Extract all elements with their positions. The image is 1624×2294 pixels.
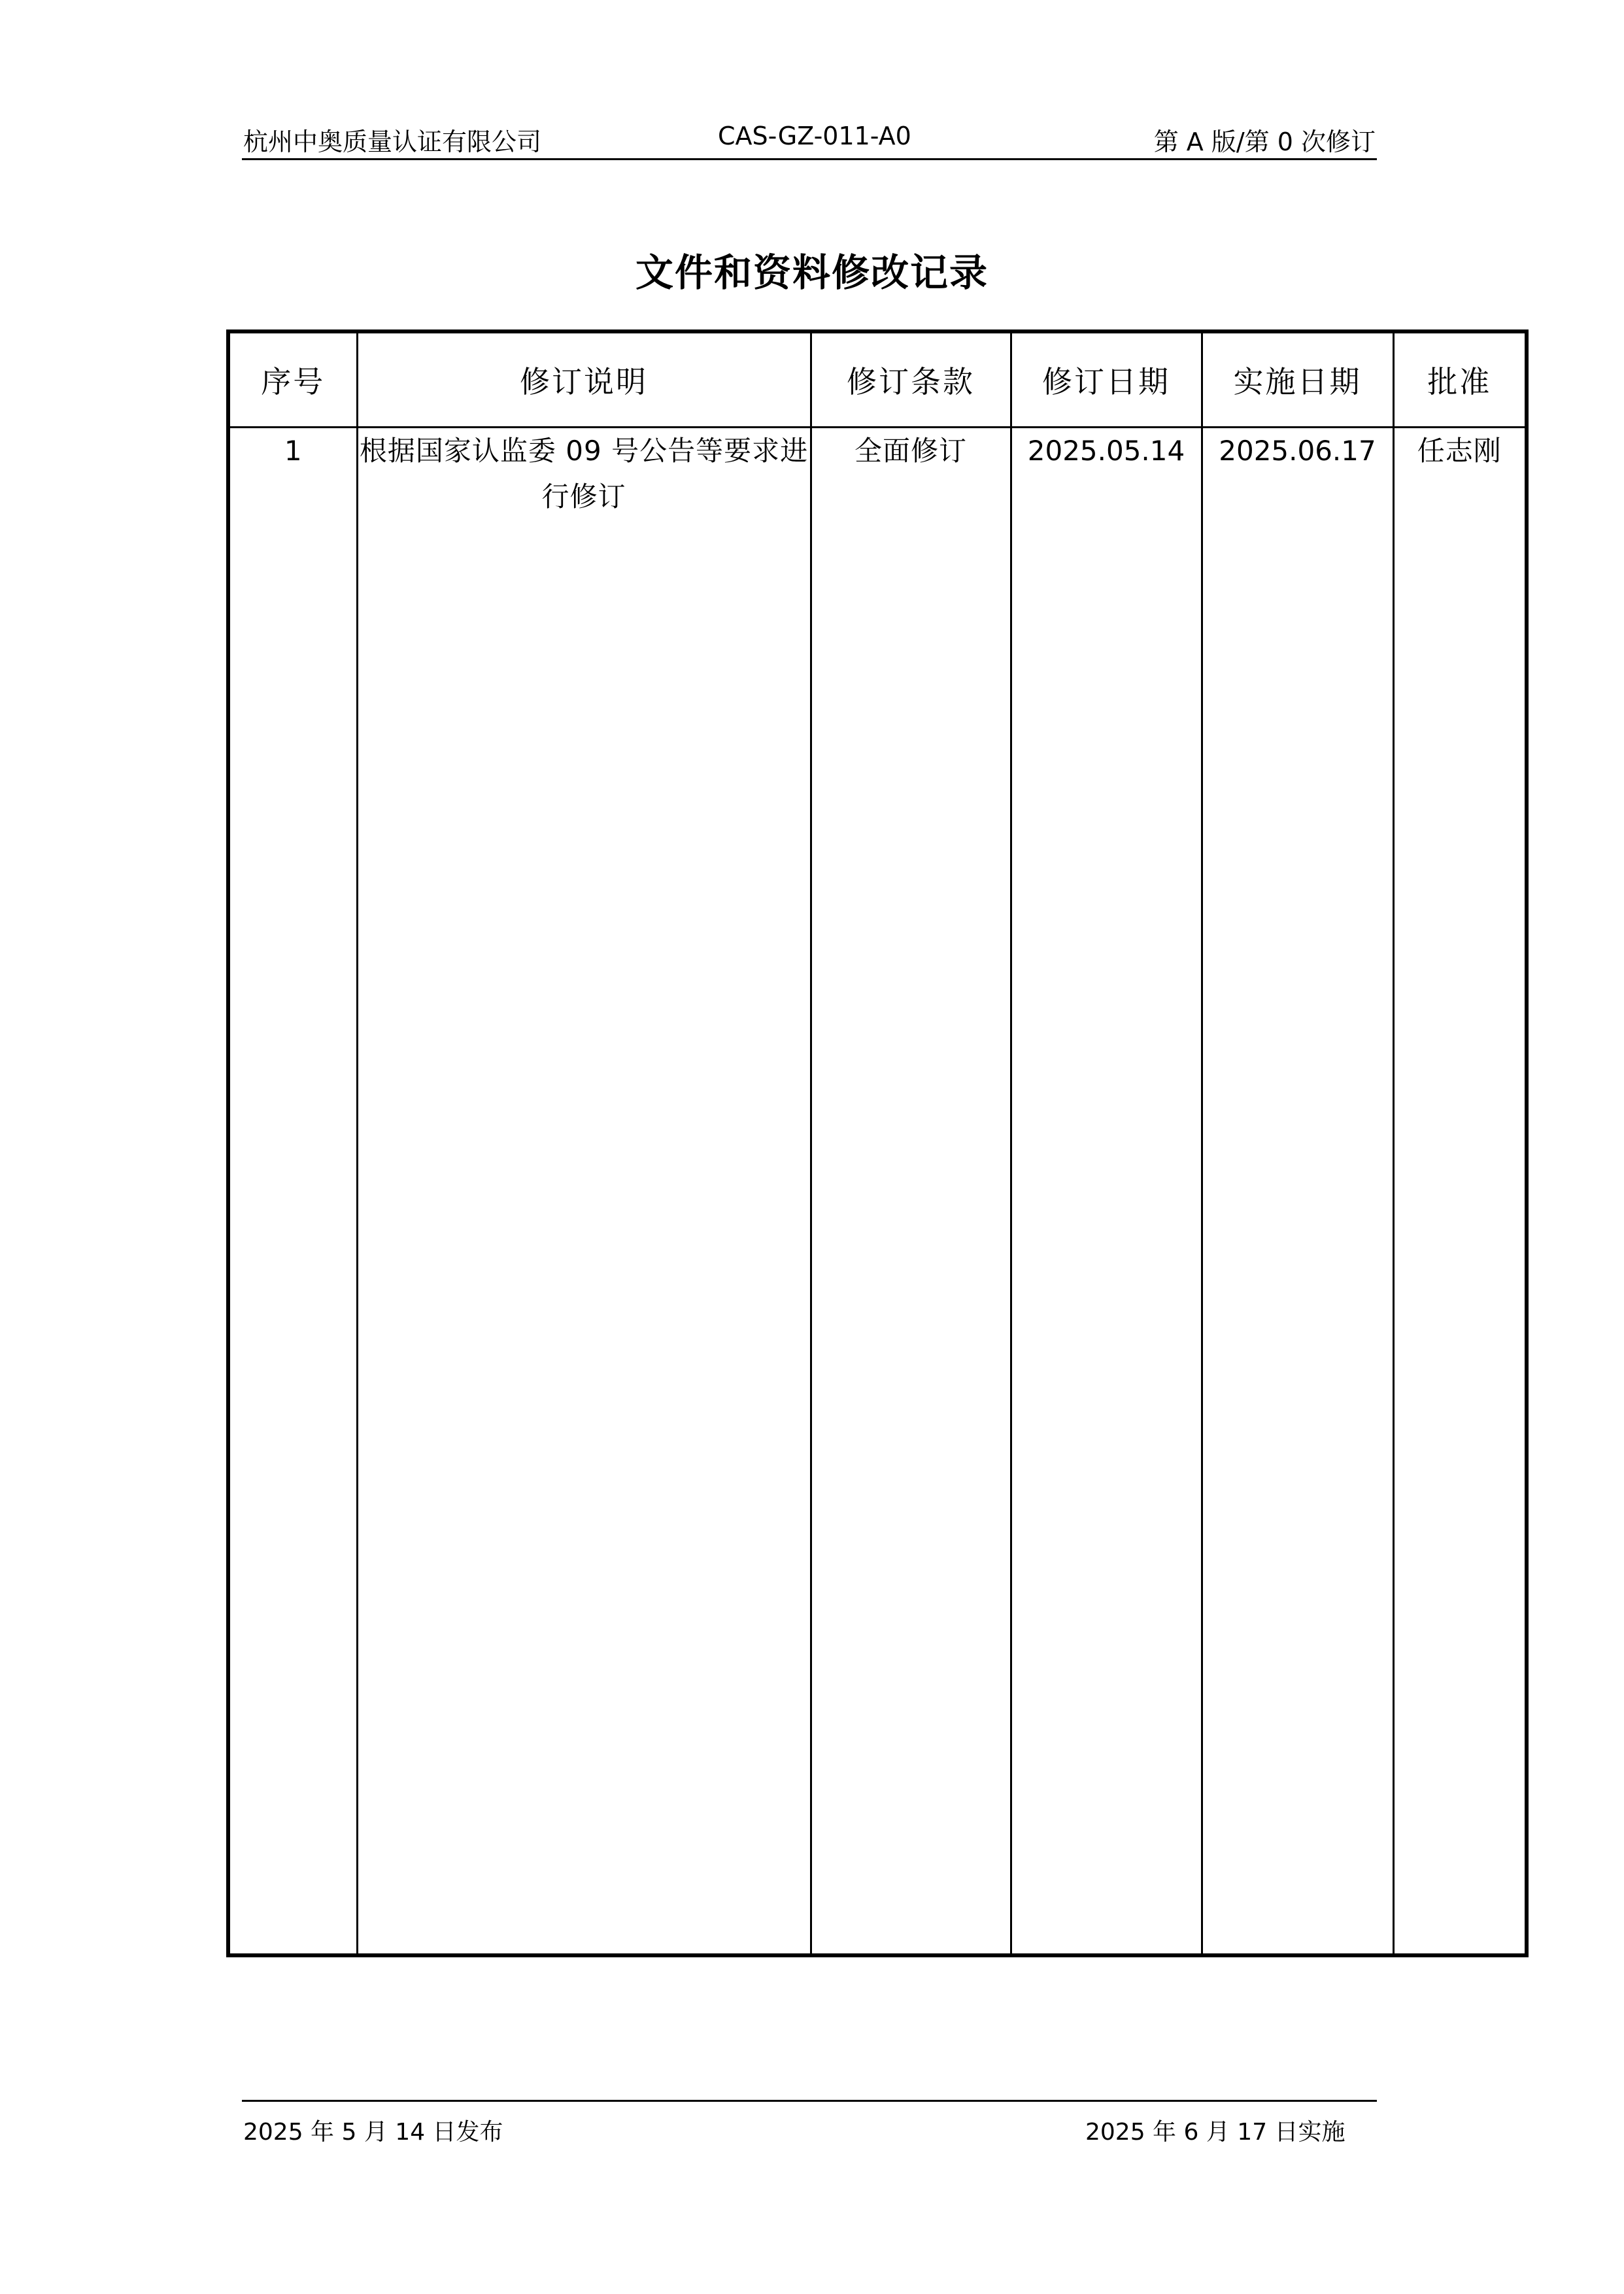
revision-label: 第 A 版/第 0 次修订 (1153, 127, 1376, 156)
cell-approver: 任志刚 (1393, 428, 1527, 1956)
column-header-description: 修订说明 (357, 331, 811, 428)
revision-record-table (226, 329, 1529, 1957)
cell-no: 1 (228, 428, 357, 1956)
table-row (228, 428, 1527, 1956)
column-header-implementation-date: 实施日期 (1202, 331, 1393, 428)
cell-description: 根据国家认监委 09 号公告等要求进行修订 (357, 428, 811, 1956)
page-header (242, 116, 1377, 160)
cell-implementation-date: 2025.06.17 (1202, 428, 1393, 1956)
document-code: CAS-GZ-011-A0 (718, 122, 911, 150)
table-header-row (228, 331, 1527, 428)
cell-clause: 全面修订 (811, 428, 1011, 1956)
column-header-revision-date: 修订日期 (1011, 331, 1202, 428)
effective-date: 2025 年 6 月 17 日实施 (1085, 2119, 1345, 2146)
company-name: 杭州中奥质量认证有限公司 (243, 127, 542, 156)
column-header-no: 序号 (228, 331, 357, 428)
column-header-approver: 批准 (1393, 331, 1527, 428)
issue-date: 2025 年 5 月 14 日发布 (243, 2119, 503, 2146)
column-header-clause: 修订条款 (811, 331, 1011, 428)
cell-revision-date: 2025.05.14 (1011, 428, 1202, 1956)
page-title: 文件和资料修改记录 (635, 250, 989, 295)
page-footer (242, 2100, 1377, 2146)
